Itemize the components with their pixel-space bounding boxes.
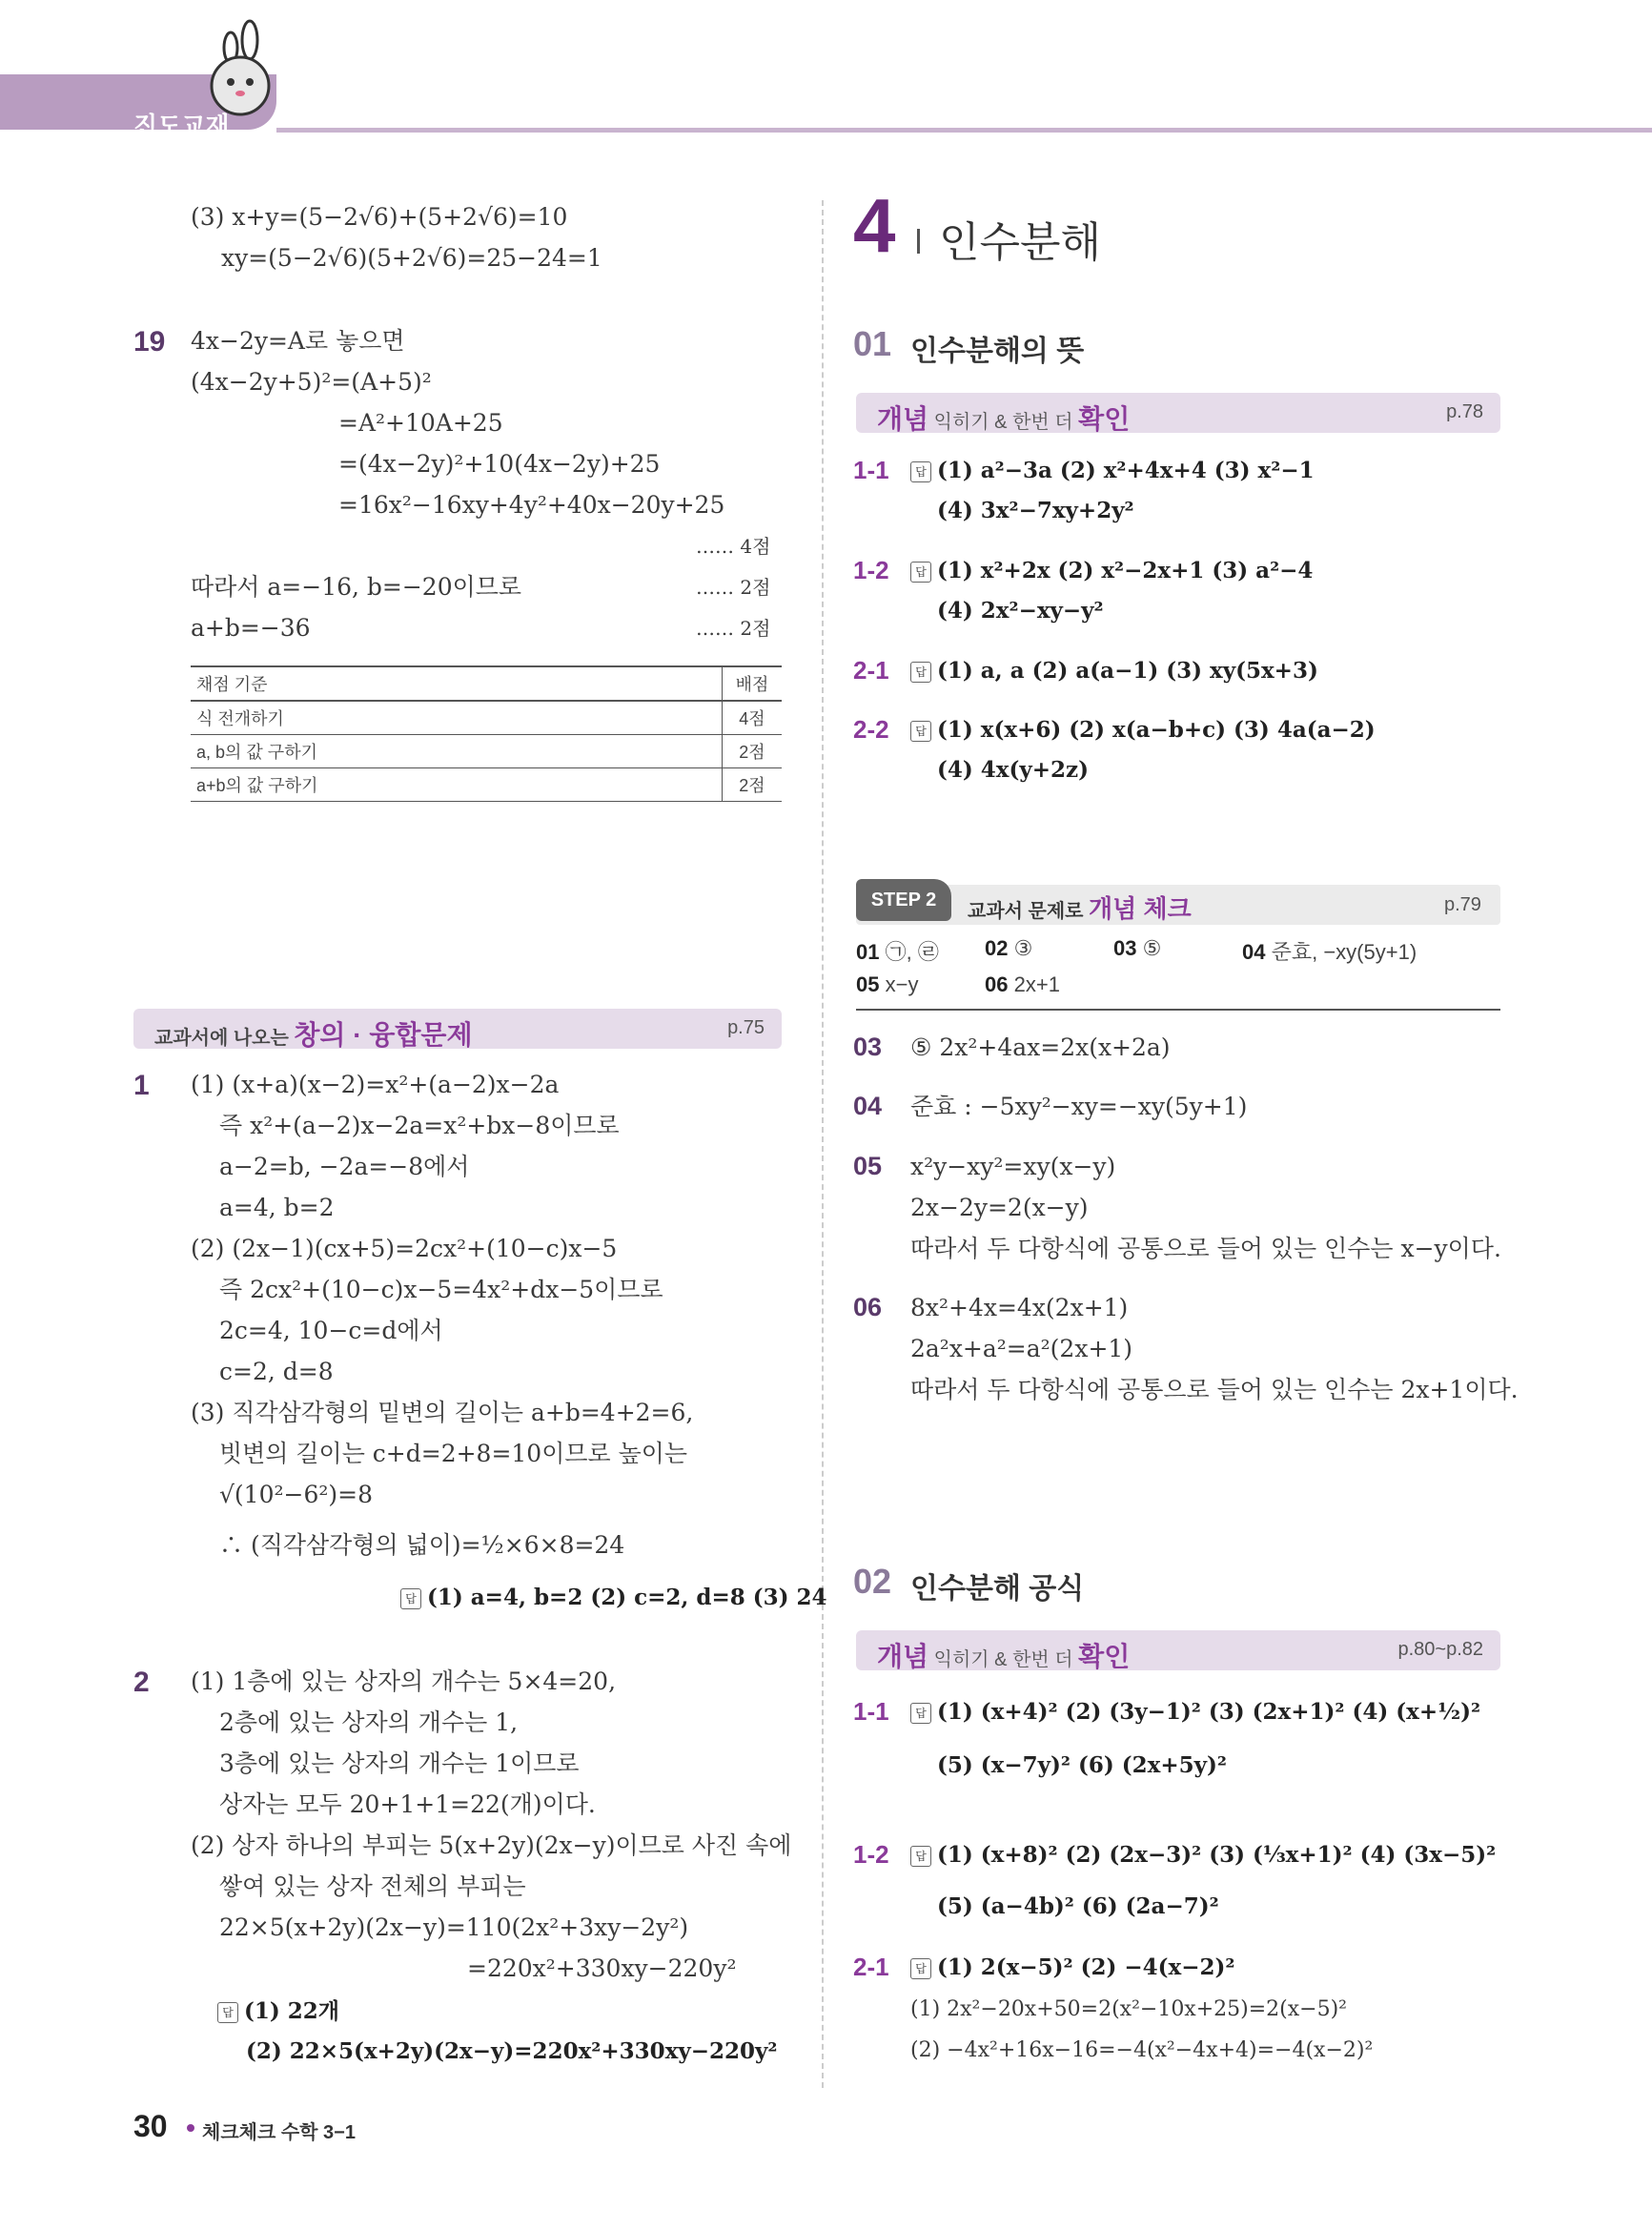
p1-line: a−2=b, −2a=−8에서 [219,1153,470,1180]
p1-line: a=4, b=2 [219,1194,335,1221]
concept-bar-2-k1: 개념 [877,1642,929,1671]
check-number: 03 [1113,936,1137,960]
solution-line: 8x²+4x=4x(2x+1) [910,1294,1129,1321]
item-answer-line2: (5) (x−7y)² (6) (2x+5y)² [937,1752,1227,1778]
step2-page: p.79 [1444,894,1481,915]
p1-line: 2c=4, 10−c=d에서 [219,1317,443,1344]
creative-bar-prefix: 교과서에 나오는 [154,1028,295,1049]
answer-mark-icon: 답 [910,461,931,482]
item-explanation: (1) 2x²−20x+50=2(x²−10x+25)=2(x−5)² [910,1997,1347,2021]
p2-line: (2) 상자 하나의 부피는 5(x+2y)(2x−y)이므로 사진 속에 [191,1831,792,1859]
item-number: 2-2 [853,715,889,744]
item-answer-text: (1) (x+8)² (2) (2x−3)² (3) (⅓x+1)² (4) (3x−5)² [937,1842,1497,1868]
check-item [1113,936,1161,961]
solution-line: 따라서 두 다항식에 공통으로 들어 있는 인수는 x−y이다. [910,1235,1501,1262]
p2-answer-text-1: (1) 22개 [244,1998,340,2024]
section-01-title: 인수분해의 뜻 [910,336,1085,367]
item-number: 1-1 [853,1697,889,1726]
check-value: 2x+1 [1013,972,1060,996]
item-answer-text: (1) (x+4)² (2) (3y−1)² (3) (2x+1)² (4) (x+½)² [937,1699,1481,1725]
check-item [985,972,1060,997]
p1-answer-text: (1) a=4, b=2 (2) c=2, d=8 (3) 24 [427,1585,827,1610]
score-note-1: …… 4점 [696,535,771,558]
scoring-table [191,665,782,802]
p19-line-2: (4x−2y+5)²=(A+5)² [191,368,432,396]
p1-line: 즉 2cx²+(10−c)x−5=4x²+dx−5이므로 [219,1276,663,1303]
concept-bar-1-k2: 확인 [1078,404,1131,434]
intro-line-2: xy=(5−2√6)(5+2√6)=25−24=1 [221,244,602,272]
answer-mark-icon: 답 [400,1588,421,1609]
check-item [856,936,939,966]
check-item [856,972,918,997]
item-answer-line2: (4) 3x²−7xy+2y² [937,498,1134,523]
chapter-divider [917,229,920,254]
answer-mark-icon: 답 [910,1703,931,1724]
p1-line: c=2, d=8 [219,1358,334,1385]
item-number: 1-1 [853,456,889,484]
p1-line: (3) 직각삼각형의 밑변의 길이는 a+b=4+2=6, [191,1399,694,1426]
item-answer-text: (1) x²+2x (2) x²−2x+1 (3) a²−4 [937,558,1314,583]
solution-line: x²y−xy²=xy(x−y) [910,1153,1116,1180]
p2-answer-1 [217,1996,339,2027]
solution-number: 04 [853,1092,883,1120]
p2-line: 3층에 있는 상자의 개수는 1이므로 [219,1749,580,1777]
p2-line: 2층에 있는 상자의 개수는 1, [219,1708,519,1736]
step2-title-main: 개념 체크 [1089,894,1192,923]
item-answer [910,1697,1480,1728]
item-answer-line2: (4) 4x(y+2z) [937,757,1089,783]
check-item [985,936,1032,961]
score-note-2: …… 2점 [696,576,771,599]
book-title: 체크체크 수학 3−1 [202,2122,356,2143]
p2-line: (1) 1층에 있는 상자의 개수는 5×4=20, [191,1667,617,1695]
item-answer-line2: (4) 2x²−xy−y² [937,598,1104,624]
concept-bar-2 [856,1630,1500,1670]
table-cell: 2점 [723,768,783,802]
solution-line: 2a²x+a²=a²(2x+1) [910,1335,1133,1362]
p1-line: (1) (x+a)(x−2)=x²+(a−2)x−2a [191,1071,560,1098]
item-answer-text: (1) x(x+6) (2) x(a−b+c) (3) 4a(a−2) [937,717,1376,743]
header-rule [276,128,1652,133]
p1-line: (2) (2x−1)(cx+5)=2cx²+(10−c)x−5 [191,1235,618,1262]
item-number: 2-1 [853,1953,889,1981]
table-cell: 식 전개하기 [191,701,723,735]
item-answer-line2: (5) (a−4b)² (6) (2a−7)² [937,1893,1219,1919]
concept-bar-1-k1: 개념 [877,404,929,434]
item-number: 1-2 [853,556,889,584]
p1-line: 즉 x²+(a−2)x−2a=x²+bx−8이므로 [219,1112,620,1139]
header-label: 진도교재 [133,112,230,140]
answer-mark-icon: 답 [910,1846,931,1867]
creative-bar-title: 창의 · 융합문제 [294,1020,473,1050]
p19-line-3: =A²+10A+25 [338,409,503,437]
check-number: 05 [856,972,880,996]
p19-line-7: a+b=−36 [191,614,311,642]
check-value: 준효, −xy(5y+1) [1271,940,1417,964]
check-number: 01 [856,940,880,964]
check-rule [856,1009,1500,1011]
check-value: ⑤ [1142,936,1162,960]
concept-bar-1 [856,393,1500,433]
item-answer [910,1840,1496,1871]
check-value: ③ [1013,936,1033,960]
table-header-criteria: 채점 기준 [191,666,723,701]
item-answer [910,456,1315,486]
table-row [191,701,782,735]
p2-line: 상자는 모두 20+1+1=22(개)이다. [219,1790,596,1818]
table-header-points: 배점 [723,666,783,701]
answer-mark-icon: 답 [910,562,931,583]
concept-bar-1-page: p.78 [1446,401,1483,422]
answer-mark-icon: 답 [910,1958,931,1979]
footer-dot-icon [187,2124,194,2132]
p1-line: √(10²−6²)=8 [219,1481,373,1508]
table-cell: 2점 [723,735,783,768]
table-cell: a+b의 값 구하기 [191,768,723,802]
bunny-mascot-icon [191,19,296,124]
answer-mark-icon: 답 [910,721,931,742]
solution-line: 2x−2y=2(x−y) [910,1194,1089,1221]
solution-line: ⑤ 2x²+4ax=2x(x+2a) [910,1033,1171,1061]
solution-line: 따라서 두 다항식에 공통으로 들어 있는 인수는 2x+1이다. [910,1376,1519,1403]
p19-line-6: 따라서 a=−16, b=−20이므로 [191,573,522,601]
solution-number: 06 [853,1293,883,1321]
p2-line: =220x²+330xy−220y² [467,1954,737,1982]
p2-line: 쌓여 있는 상자 전체의 부피는 [219,1872,526,1900]
item-answer [910,656,1318,686]
step2-title-prefix: 교과서 문제로 [968,901,1090,922]
chapter-number: 4 [853,183,896,268]
answer-mark-icon: 답 [910,662,931,683]
page-number: 30 [133,2109,168,2143]
step2-badge: STEP 2 [856,879,951,921]
solution-line: 준효 : −5xy²−xy=−xy(5y+1) [910,1093,1248,1120]
concept-bar-2-page: p.80~p.82 [1397,1639,1483,1660]
check-value: ㉠, ㉣ [885,940,939,964]
concept-bar-2-k2: 확인 [1078,1642,1131,1671]
creative-bar-page: p.75 [727,1017,765,1038]
problem-number-1: 1 [133,1070,150,1101]
check-value: x−y [885,972,919,996]
problem-number-2: 2 [133,1667,150,1698]
p19-line-5: =16x²−16xy+4y²+40x−20y+25 [338,491,725,519]
check-number: 04 [1242,940,1266,964]
score-note-3: …… 2점 [696,617,771,640]
table-row [191,768,782,802]
item-answer [910,1953,1235,1983]
item-answer-text: (1) 2(x−5)² (2) −4(x−2)² [937,1954,1235,1980]
check-item [1242,936,1417,966]
section-02-title: 인수분해 공식 [910,1573,1085,1605]
step2-title [968,890,1192,925]
concept-bar-2-mid: 익히기 & 한번 더 [928,1649,1079,1670]
p1-line: ∴ (직각삼각형의 넓이)=½×6×8=24 [219,1531,625,1559]
intro-line-1: (3) x+y=(5−2√6)+(5+2√6)=10 [191,203,568,231]
p19-line-1: 4x−2y=A로 놓으면 [191,327,405,355]
table-row [191,735,782,768]
p2-answer-2: (2) 22×5(x+2y)(2x−y)=220x²+330xy−220y² [246,2038,778,2064]
solution-number: 05 [853,1152,883,1180]
column-divider [822,200,824,2088]
p1-line: 빗변의 길이는 c+d=2+8=10이므로 높이는 [219,1440,688,1467]
item-answer [910,556,1313,586]
section-01-number: 01 [853,324,892,363]
item-number: 2-1 [853,656,889,685]
p19-line-4: =(4x−2y)²+10(4x−2y)+25 [338,450,661,478]
creative-problems-bar [133,1009,782,1049]
p2-line: 22×5(x+2y)(2x−y)=110(2x²+3xy−2y²) [219,1913,689,1941]
table-cell: a, b의 값 구하기 [191,735,723,768]
item-number: 1-2 [853,1840,889,1869]
check-number: 02 [985,936,1009,960]
item-answer [910,715,1376,746]
p1-answer [400,1583,827,1613]
answer-mark-icon: 답 [217,2002,238,2023]
section-02-number: 02 [853,1562,892,1601]
item-explanation: (2) −4x²+16x−16=−4(x²−4x+4)=−4(x−2)² [910,2038,1374,2062]
concept-bar-1-mid: 익히기 & 한번 더 [928,412,1079,433]
chapter-title: 인수분해 [939,219,1102,266]
table-cell: 4점 [723,701,783,735]
item-answer-text: (1) a, a (2) a(a−1) (3) xy(5x+3) [937,658,1318,684]
check-number: 06 [985,972,1009,996]
item-answer-text: (1) a²−3a (2) x²+4x+4 (3) x²−1 [937,458,1315,483]
solution-number: 03 [853,1033,883,1061]
problem-number-19: 19 [133,326,166,358]
